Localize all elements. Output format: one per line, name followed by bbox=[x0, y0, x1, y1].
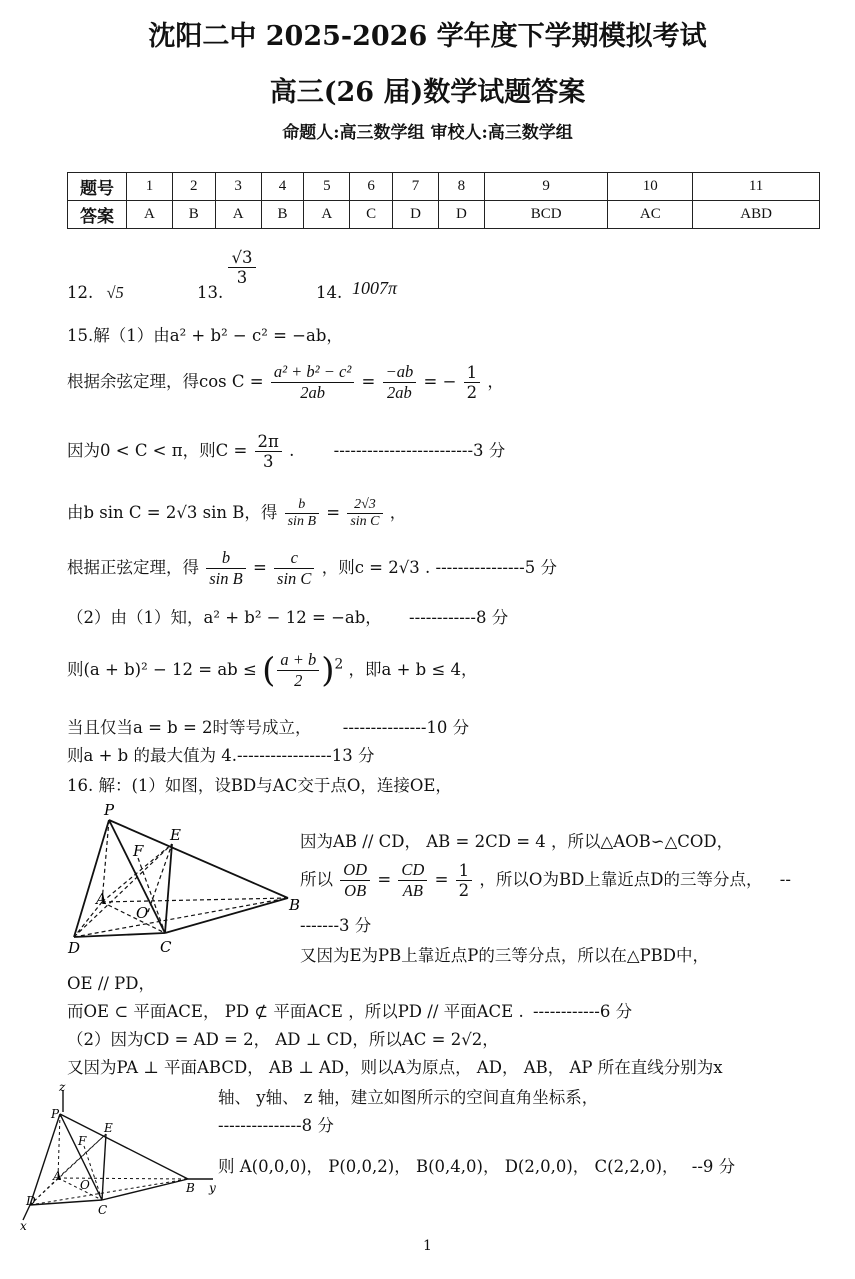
frac-den: 3 bbox=[262, 452, 274, 471]
question-number-cell: 7 bbox=[393, 173, 439, 201]
q16-line5: OE // PD， bbox=[67, 974, 156, 993]
q15-frac-sinC bbox=[347, 497, 382, 530]
q15-line7: 则(a + b)² − 12 = ab ≤ ( $\frac{a + b}{2}$ )$^2$ ，即a + b ≤ 4， bbox=[67, 650, 478, 691]
q16-coordinates bbox=[218, 1153, 735, 1177]
q15-cos-text: 根据余弦定理，得cos C = bbox=[67, 372, 264, 391]
q15-sine-text: 由b sin C = 2√3 sin B，得 bbox=[67, 503, 278, 522]
answer-cell: D bbox=[438, 201, 484, 229]
q15-frac-b-sinB bbox=[285, 497, 319, 530]
q16-frac-half bbox=[456, 861, 473, 900]
q15-c-value: ，则c = 2√3 . bbox=[321, 558, 431, 577]
label-A2: A bbox=[53, 1169, 62, 1183]
q16-so-text: 所以 bbox=[300, 870, 333, 889]
q12-line bbox=[67, 283, 124, 303]
question-number-cell: 11 bbox=[693, 173, 820, 201]
frac-den: sin C bbox=[277, 569, 312, 588]
coordinates-text: 则 A(0,0,0)， P(0,0,2)， B(0,4,0)， D(2,0,0)， C(2,2,0)， bbox=[218, 1157, 679, 1176]
frac-den: sin C bbox=[350, 514, 380, 529]
frac-num: CD bbox=[398, 860, 427, 881]
q15-frac-b bbox=[206, 548, 245, 589]
q15-angle-text: 因为0 < C < π，则C = bbox=[67, 441, 248, 460]
label-O2: O bbox=[80, 1178, 90, 1192]
page-number: 1 bbox=[423, 1238, 432, 1254]
q14-label: 14. bbox=[316, 283, 343, 302]
table-row-numbers bbox=[68, 173, 820, 201]
q15-frac2 bbox=[383, 362, 417, 403]
q15-line3 bbox=[67, 432, 505, 471]
q15-line9 bbox=[67, 742, 374, 766]
q15-line4: 由b sin C = 2√3 sin B，得 $\frac{b}{\text{sin B}}$ = $\frac{2√3}{\text{sin C}}$ ， bbox=[67, 497, 407, 529]
score-13: -----------------13 分 bbox=[236, 746, 375, 765]
frac-num: a² + b² − c² bbox=[271, 362, 354, 383]
q15-ineq-result: ，即a + b ≤ 4， bbox=[348, 660, 478, 679]
q15-angle-frac bbox=[255, 432, 282, 471]
frac-den: sin B bbox=[287, 514, 316, 529]
label-C2: C bbox=[98, 1203, 108, 1217]
frac-den: 2 bbox=[466, 383, 478, 402]
frac-den: OB bbox=[344, 881, 367, 900]
label-P: P bbox=[104, 801, 115, 819]
q15-line1: 15.解（1）由a² + b² − c² = −ab， bbox=[67, 326, 343, 345]
score-9: --9 分 bbox=[691, 1157, 736, 1176]
frac-den: 2 bbox=[294, 671, 303, 690]
frac-num: c bbox=[274, 548, 314, 569]
q12-label: 12. bbox=[67, 283, 94, 302]
q16-trisect-text: ，所以O为BD上靠近点D的三等分点， bbox=[479, 870, 763, 889]
score-5: ----------------5 分 bbox=[435, 558, 557, 577]
label-F: F bbox=[133, 842, 144, 860]
label-D: D bbox=[68, 939, 81, 957]
frac-num: 1 bbox=[456, 861, 473, 881]
label-F2: F bbox=[78, 1134, 87, 1148]
q16-right1: 因为AB // CD， AB = 2CD = 4 ，所以△AOB∽△COD， bbox=[300, 832, 734, 851]
q15-frac1 bbox=[271, 362, 354, 403]
label-A: A bbox=[96, 890, 107, 908]
frac-den: sin B bbox=[209, 569, 243, 588]
label-E2: E bbox=[104, 1121, 113, 1135]
frac-num: b bbox=[206, 548, 245, 569]
frac-den: 2ab bbox=[387, 383, 412, 402]
pyramid-figure-1 bbox=[62, 800, 307, 960]
label-P2: P bbox=[51, 1107, 60, 1121]
comma: ， bbox=[389, 503, 407, 522]
q13-label: 13. bbox=[197, 283, 224, 302]
frac-num: 2√3 bbox=[347, 497, 382, 514]
coordinate-figure-2 bbox=[18, 1080, 228, 1232]
answer-cell: A bbox=[215, 201, 261, 229]
answer-cell: BCD bbox=[484, 201, 608, 229]
label-E: E bbox=[170, 826, 181, 844]
q15-equality-text: 当且仅当a = b = 2时等号成立， bbox=[67, 718, 312, 737]
question-number-cell: 10 bbox=[608, 173, 693, 201]
score-8: ------------8 分 bbox=[409, 608, 509, 627]
frac-num: a + b bbox=[277, 650, 319, 671]
score-3: -------------------------3 分 bbox=[333, 441, 506, 460]
score-8b: ---------------8 分 bbox=[218, 1116, 334, 1135]
q13-answer bbox=[228, 248, 256, 287]
frac-num: 2π bbox=[255, 432, 282, 452]
q14-answer: 1007π bbox=[352, 278, 398, 298]
q15-frac3 bbox=[464, 363, 481, 402]
q15-sine-law-text: 根据正弦定理，得 bbox=[67, 558, 199, 577]
q16-right9: 轴、 y轴、 z 轴，建立如图所示的空间直角坐标系， bbox=[218, 1088, 599, 1107]
question-number-cell: 3 bbox=[215, 173, 261, 201]
q15-line5: 根据正弦定理，得 $\frac{b}{\text{sin B}}$ = $\frac{c}{\text{sin C}}$ ，则c = 2√3 . ----------------5 分 bbox=[67, 548, 557, 588]
label-D2: D bbox=[26, 1194, 36, 1208]
label-C: C bbox=[160, 938, 172, 956]
q16-line1: 16. 解：(1）如图，设BD与AC交于点O，连接OE， bbox=[67, 776, 452, 795]
q16-line7: （2）因为CD = AD = 2， AD ⊥ CD，所以AC = 2√2， bbox=[67, 1030, 499, 1049]
question-number-cell: 8 bbox=[438, 173, 484, 201]
answer-cell: B bbox=[172, 201, 215, 229]
comma: ， bbox=[487, 372, 504, 391]
question-number-cell: 2 bbox=[172, 173, 215, 201]
question-number-cell: 9 bbox=[484, 173, 608, 201]
label-O: O bbox=[136, 904, 149, 922]
q16-right4: 又因为E为PB上靠近点P的三等分点，所以在△PBD中， bbox=[300, 946, 710, 965]
exam-title: 沈阳二中 2025-2026 学年度下学期模拟考试 bbox=[148, 21, 707, 52]
q15-line8 bbox=[67, 714, 469, 738]
question-number-cell: 4 bbox=[261, 173, 304, 201]
question-number-cell: 6 bbox=[350, 173, 393, 201]
q16-frac-OD bbox=[340, 860, 370, 901]
q16-frac-CD bbox=[398, 860, 427, 901]
answer-cell: A bbox=[304, 201, 350, 229]
q16-plane-text: 而OE ⊂ 平面ACE， PD ⊄ 平面ACE ，所以PD // 平面ACE . bbox=[67, 1002, 524, 1021]
score-6: ------------6 分 bbox=[532, 1002, 633, 1021]
answer-cell: AC bbox=[608, 201, 693, 229]
answer-cell: A bbox=[127, 201, 173, 229]
frac-num: 1 bbox=[464, 363, 481, 383]
frac-den: 2 bbox=[458, 881, 470, 900]
answer-cell: B bbox=[261, 201, 304, 229]
label-B: B bbox=[289, 896, 301, 914]
answer-title: 高三(26 届)数学试题答案 bbox=[269, 77, 586, 108]
answer-cell: D bbox=[393, 201, 439, 229]
question-number-cell: 1 bbox=[127, 173, 173, 201]
frac-num: −ab bbox=[383, 362, 417, 383]
row-label-answer: 答案 bbox=[68, 201, 127, 229]
q15-frac-avg bbox=[277, 650, 319, 691]
frac-num: b bbox=[285, 497, 319, 514]
q15-ineq-text: 则(a + b)² − 12 = ab ≤ bbox=[67, 660, 257, 679]
q15-line2 bbox=[67, 362, 504, 403]
label-x: x bbox=[20, 1219, 27, 1232]
answer-table bbox=[67, 172, 820, 229]
frac-num: OD bbox=[340, 860, 370, 881]
answer-cell: C bbox=[350, 201, 393, 229]
q16-line6 bbox=[67, 998, 632, 1022]
q13-denominator: 3 bbox=[236, 268, 248, 287]
q13-numerator: √3 bbox=[228, 248, 256, 268]
frac-den: 2ab bbox=[300, 383, 325, 402]
answer-cell: ABD bbox=[693, 201, 820, 229]
score-3b: -------3 分 bbox=[300, 916, 372, 935]
question-number-cell: 5 bbox=[304, 173, 350, 201]
q16-right2: 所以 $\frac{OD}{OB}$ = $\frac{CD}{AB}$ = $\frac{1}{2}$ ，所以O为BD上靠近点D的三等分点， -- bbox=[300, 860, 791, 900]
equals-neg: = − bbox=[423, 372, 457, 391]
q16-dash-tail: -- bbox=[779, 870, 791, 889]
period: . bbox=[289, 441, 295, 460]
q15-max-text: 则a + b 的最大值为 4. bbox=[67, 746, 237, 765]
q15-part2-text: （2）由（1）知，a² + b² − 12 = −ab， bbox=[67, 608, 382, 627]
label-y: y bbox=[209, 1181, 216, 1195]
label-z: z bbox=[59, 1080, 66, 1094]
table-row-answers bbox=[68, 201, 820, 229]
equals: = bbox=[361, 372, 376, 391]
label-B2: B bbox=[186, 1181, 195, 1195]
q15-line6 bbox=[67, 604, 508, 628]
q12-answer: √5 bbox=[106, 283, 124, 302]
frac-den: AB bbox=[402, 881, 423, 900]
q16-line8: 又因为PA ⊥ 平面ABCD， AB ⊥ AD，则以A为原点， AD， AB， AP 所在直线分别为x bbox=[67, 1058, 723, 1077]
score-10: ---------------10 分 bbox=[342, 718, 470, 737]
row-label-number: 题号 bbox=[68, 173, 127, 201]
authors-line: 命题人:高三数学组 审校人:高三数学组 bbox=[282, 123, 573, 143]
q15-frac-c bbox=[274, 548, 314, 589]
